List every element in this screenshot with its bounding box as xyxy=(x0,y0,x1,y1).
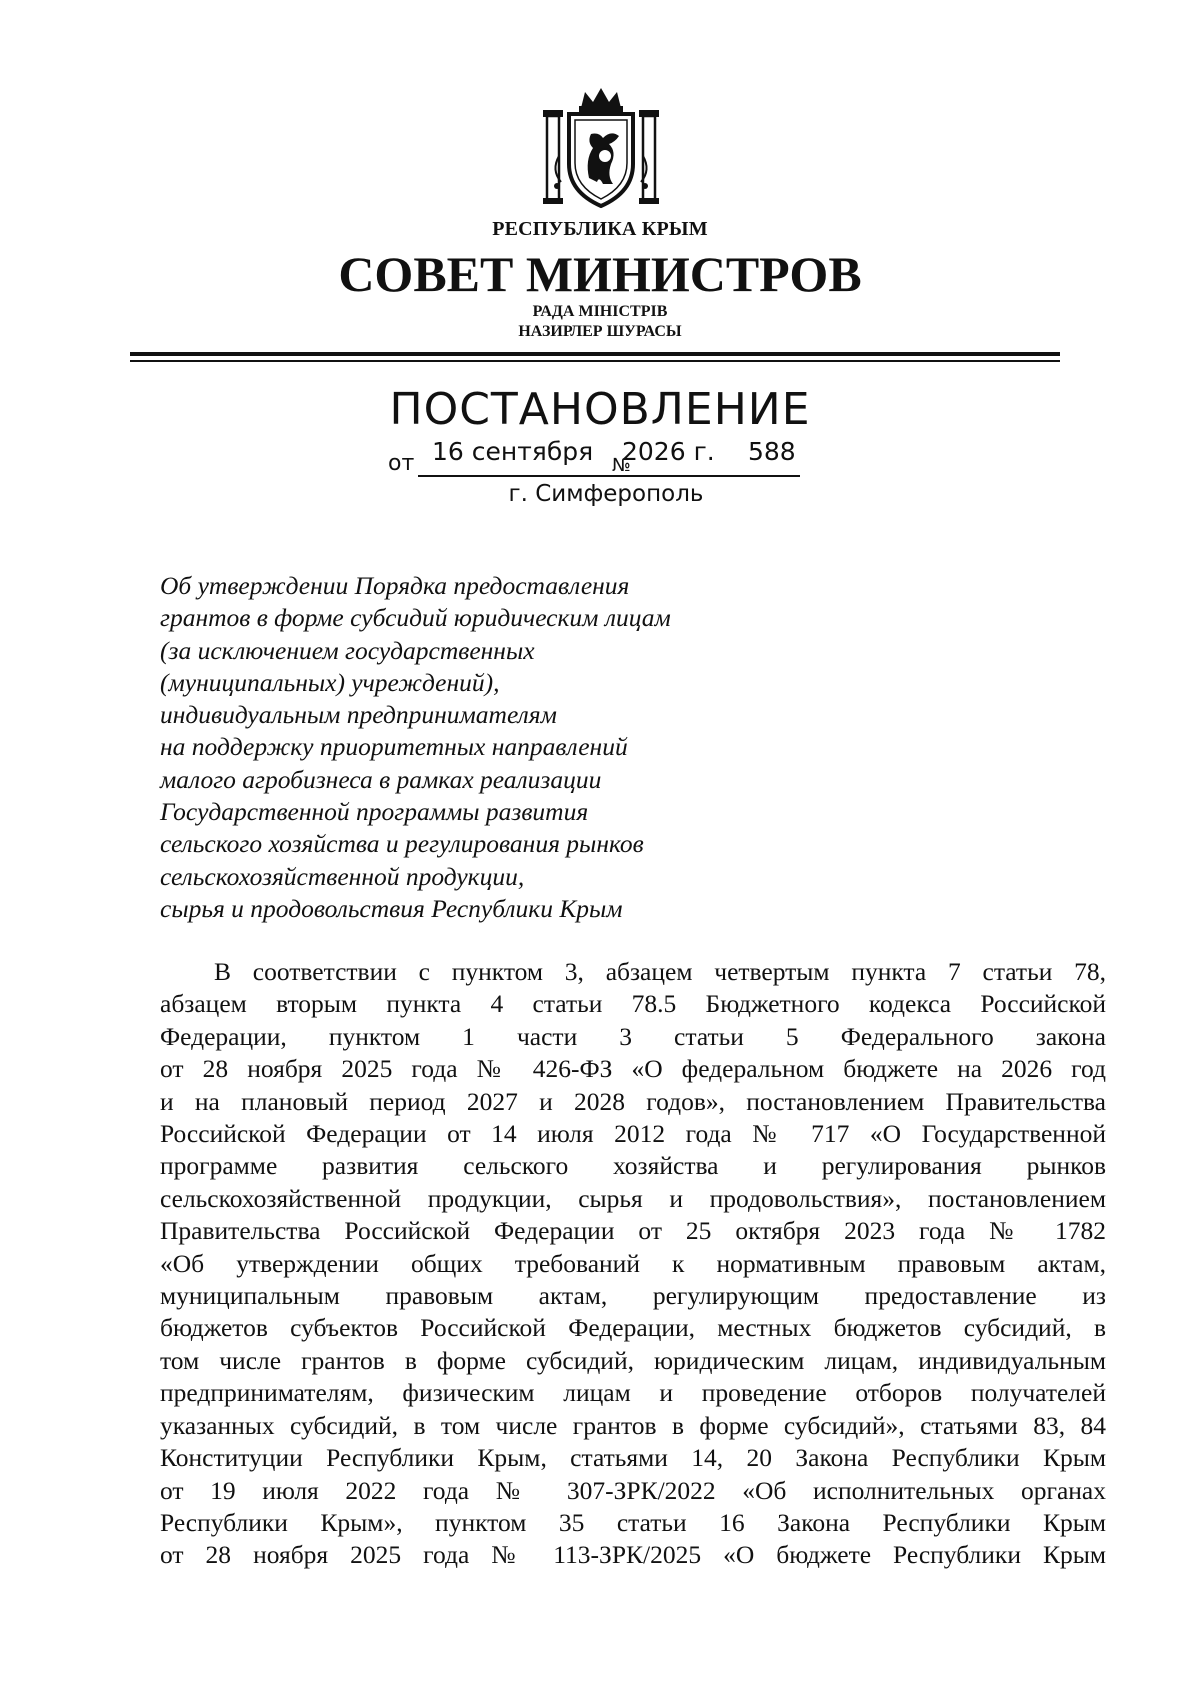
body-line: сельскохозяйственной продукции, сырья и продовольствия», постановлением xyxy=(160,1183,1106,1213)
body-line: и на плановый период 2027 и 2028 годов», постановлением Правительства xyxy=(160,1086,1106,1116)
body-line: том числе грантов в форме субсидий, юридическим лицам, индивидуальным xyxy=(160,1345,1106,1375)
title-line: Об утверждении Порядка предоставления xyxy=(160,571,630,600)
body-line: Конституции Республики Крым, статьями 14, 20 Закона Республики Крым xyxy=(160,1443,1106,1473)
council-title-crimean-tatar: НАЗИРЛЕР ШУРАСЫ xyxy=(518,323,682,340)
body-line: Российской Федерации от 14 июля 2012 года № 717 «О Государственной xyxy=(160,1119,1106,1149)
body-line: Правительства Российской Федерации от 25 октября 2023 года № 1782 xyxy=(160,1216,1106,1246)
title-line: сельскохозяйственной продукции, xyxy=(160,861,525,891)
date-number-line xyxy=(388,437,808,476)
body-line: «Об утверждении общих требований к нормативным правовым актам, xyxy=(160,1248,1106,1278)
title-line: (муниципальных) учреждений), xyxy=(160,667,500,697)
number-label: № xyxy=(612,455,631,476)
title-line: сельского хозяйства и регулирования рынков xyxy=(160,829,644,859)
crimea-coat-of-arms-icon xyxy=(533,86,669,214)
council-title: СОВЕТ МИНИСТРОВ xyxy=(338,246,862,302)
title-line: (за исключением государственных xyxy=(160,635,535,665)
document-year: 2026 г. xyxy=(622,437,715,466)
document-number: 588 xyxy=(748,437,796,466)
body-line: от 28 ноября 2025 года № 426-ФЗ «О федеральном бюджете на 2026 год xyxy=(160,1054,1106,1084)
council-title-ukrainian: РАДА МІНІСТРІВ xyxy=(532,303,668,320)
body-line: Федерации, пунктом 1 части 3 статьи 5 Федерального закона xyxy=(160,1021,1106,1051)
body-line: В соответствии с пунктом 3, абзацем четвертым пункта 7 статьи 78, xyxy=(214,957,1106,986)
header-divider-thin xyxy=(130,360,1060,362)
title-line: малого агробизнеса в рамках реализации xyxy=(160,764,602,794)
from-label: от xyxy=(388,451,415,476)
body-line: от 28 ноября 2025 года № 113-ЗРК/2025 «О бюджете Республики Крым xyxy=(160,1540,1106,1570)
title-line: грантов в форме субсидий юридическим лицам xyxy=(160,603,671,633)
title-line: сырья и продовольствия Республики Крым xyxy=(160,893,623,923)
title-line: индивидуальным предпринимателям xyxy=(160,700,557,730)
document-body xyxy=(160,956,1106,1572)
title-line: на поддержку приоритетных направлений xyxy=(160,732,628,762)
body-line: указанных субсидий, в том числе грантов в форме субсидий», статьями 83, 84 xyxy=(160,1410,1106,1440)
title-line: Государственной программы развития xyxy=(160,797,589,827)
body-line: абзацем вторым пункта 4 статьи 78.5 Бюджетного кодекса Российской xyxy=(160,989,1106,1019)
republic-name: РЕСПУБЛИКА КРЫМ xyxy=(492,218,708,240)
document-type: ПОСТАНОВЛЕНИЕ xyxy=(389,384,811,435)
body-line: предпринимателям, физическим лицам и проведение отборов получателей xyxy=(160,1378,1106,1408)
document-title xyxy=(160,570,860,925)
date-underline xyxy=(418,475,800,477)
document-date: 16 сентября xyxy=(432,437,594,466)
body-line: от 19 июля 2022 года № 307-ЗРК/2022 «Об исполнительных органах xyxy=(160,1475,1106,1505)
document-city: г. Симферополь xyxy=(508,481,704,507)
body-line: муниципальным правовым актам, регулирующим предоставление из xyxy=(160,1281,1106,1311)
header-divider-thick xyxy=(130,352,1060,356)
body-line: Республики Крым», пунктом 35 статьи 16 Закона Республики Крым xyxy=(160,1507,1106,1537)
body-line: бюджетов субъектов Российской Федерации, местных бюджетов субсидий, в xyxy=(160,1313,1106,1343)
body-line: программе развития сельского хозяйства и регулирования рынков xyxy=(160,1151,1106,1181)
